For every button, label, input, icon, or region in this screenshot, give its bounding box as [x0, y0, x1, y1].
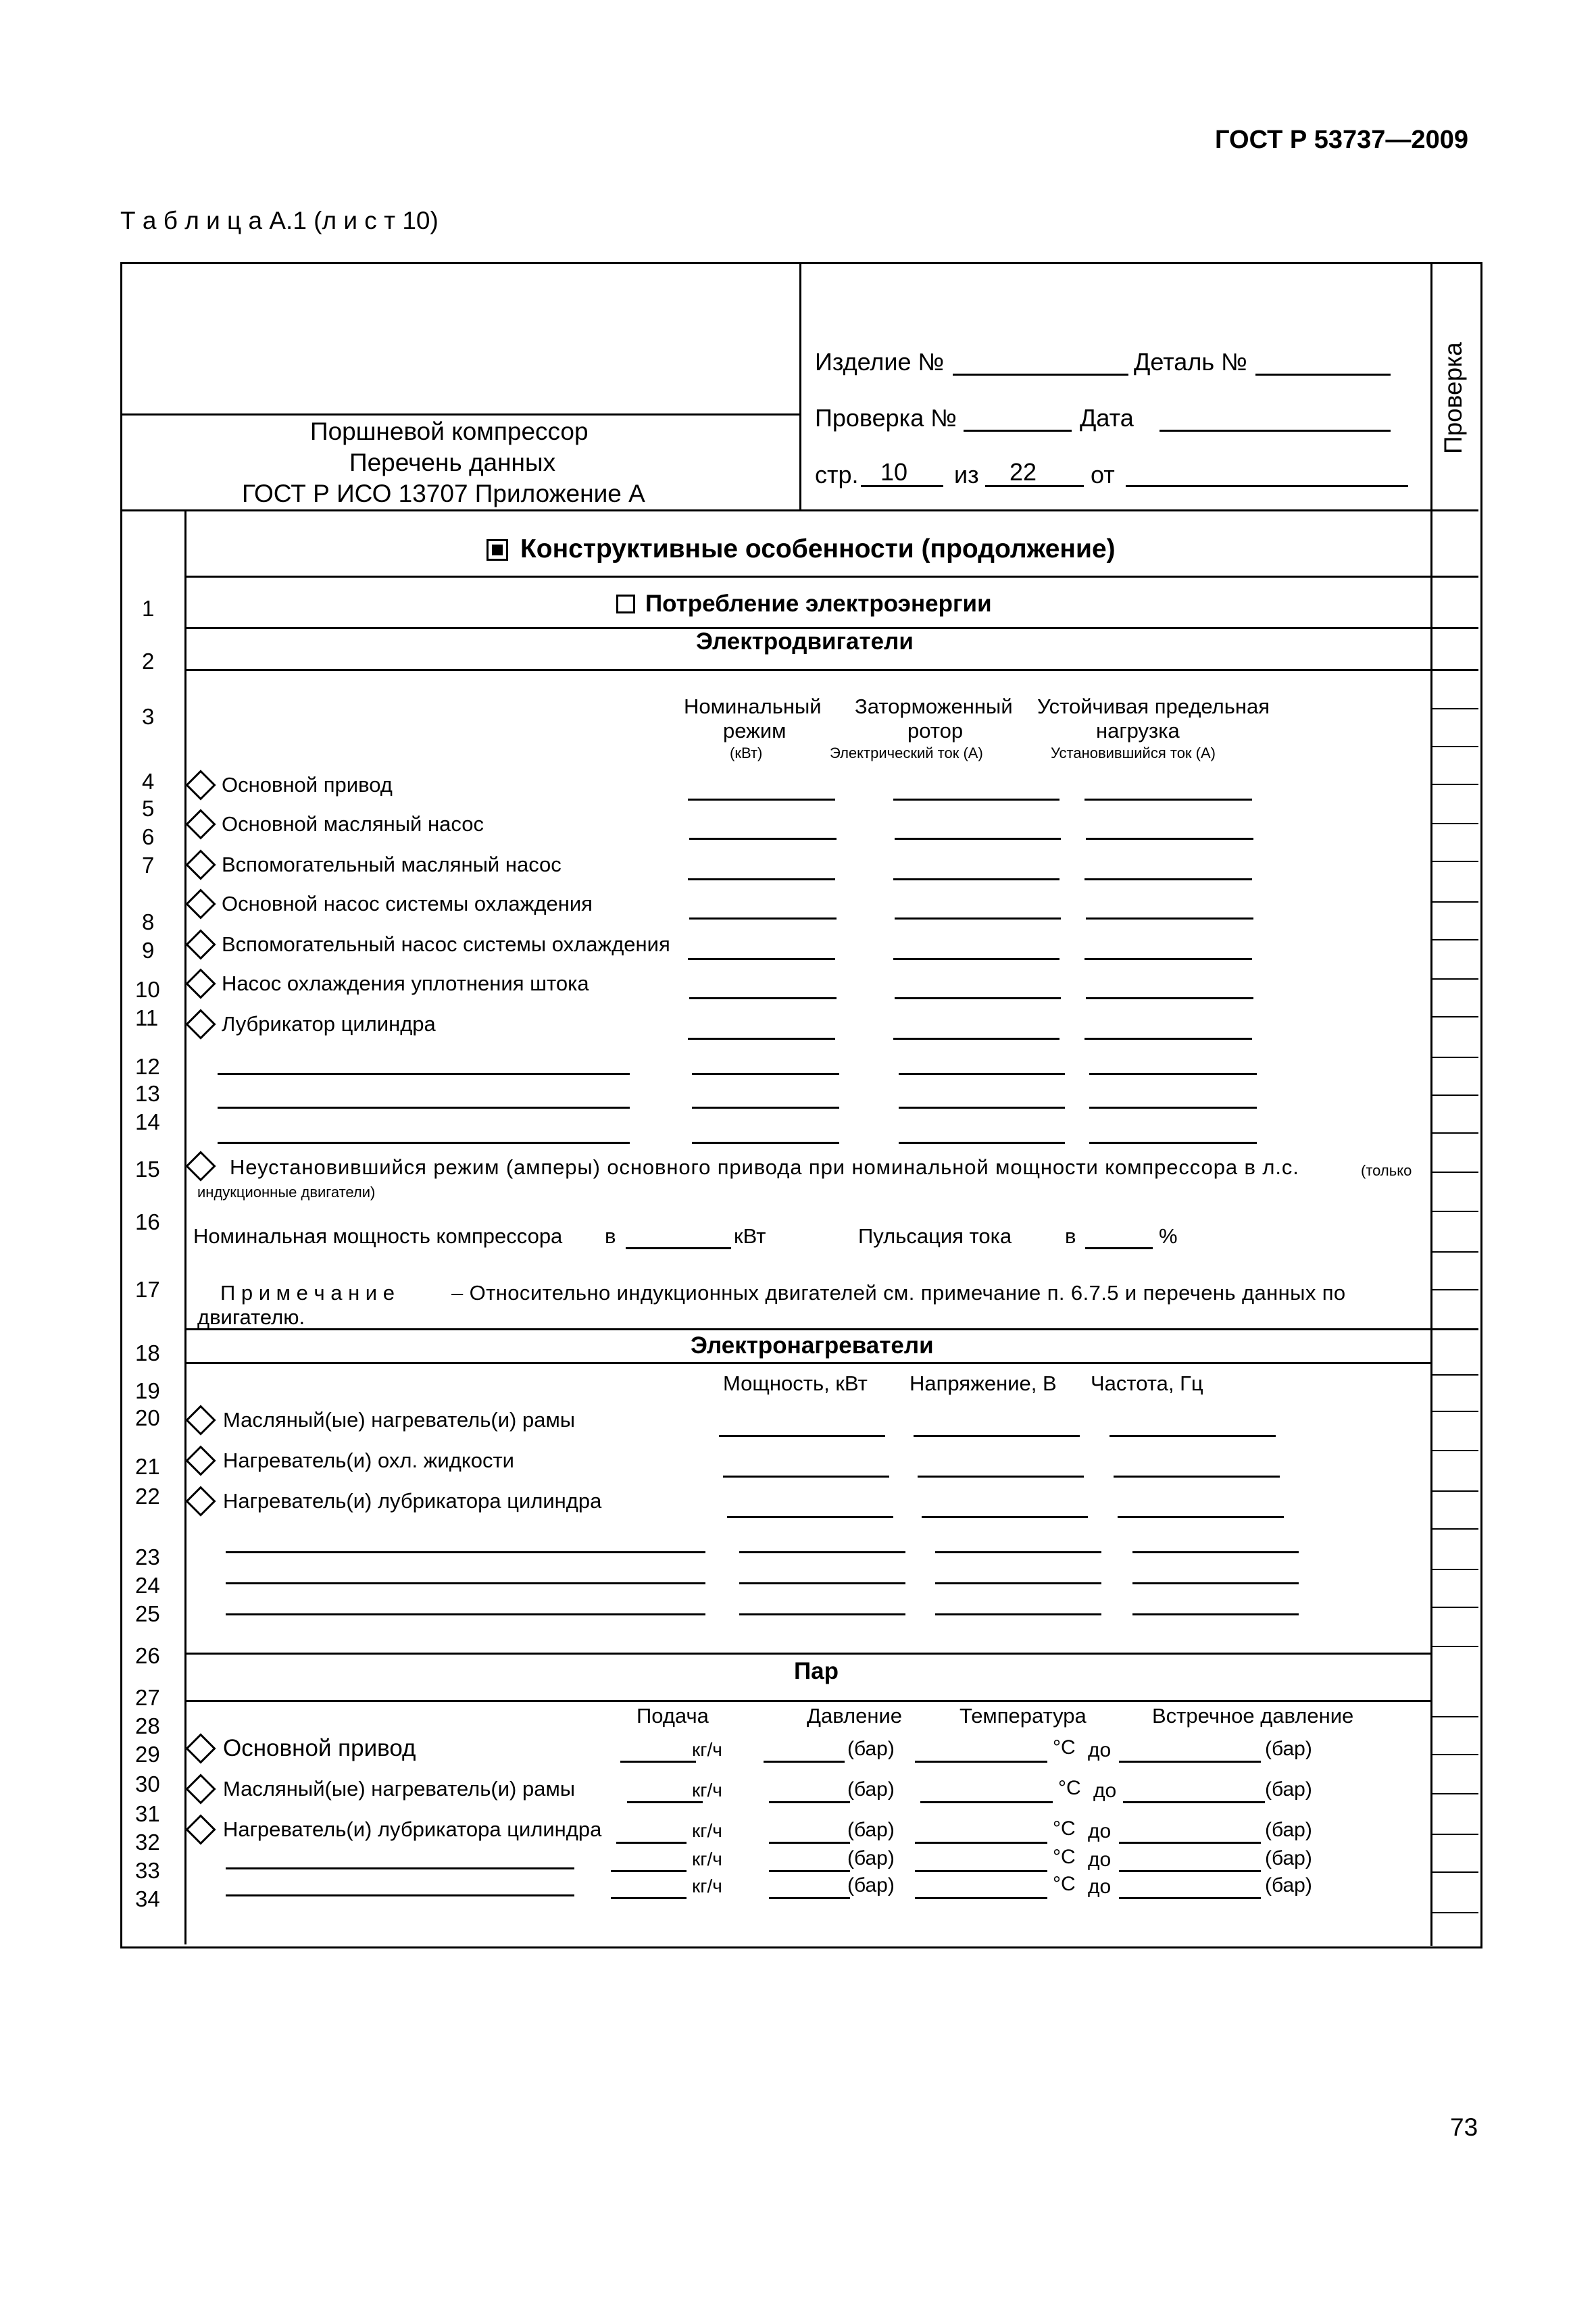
check-cell-line: [1430, 1871, 1478, 1873]
motor-item-label: Вспомогательный масляный насос: [222, 853, 562, 876]
steam-pressure-field[interactable]: [769, 1870, 850, 1872]
steam-backpressure-field[interactable]: [1119, 1761, 1261, 1763]
motor-field[interactable]: [895, 997, 1061, 999]
of-label: из: [954, 461, 979, 488]
heater-field[interactable]: [739, 1613, 905, 1615]
motor-field[interactable]: [1086, 917, 1253, 920]
steam-backpressure-field[interactable]: [1119, 1870, 1261, 1872]
page-number: 73: [1450, 2113, 1478, 2141]
row-number: 15: [135, 1157, 160, 1182]
detail-field[interactable]: [1255, 374, 1391, 376]
steam-temp-field[interactable]: [920, 1801, 1053, 1803]
page-value[interactable]: 10: [880, 458, 908, 486]
motor-item-label: Вспомогательный насос системы охлаждения: [222, 932, 670, 956]
unit-pressure: (бар): [1265, 1738, 1312, 1760]
steam-col2: Давление: [807, 1704, 902, 1728]
motor-field[interactable]: [1084, 1038, 1252, 1040]
date-field[interactable]: [1159, 430, 1391, 432]
row-number: 19: [135, 1378, 160, 1403]
transient-note-2: индукционные двигатели): [197, 1184, 376, 1201]
motor-field[interactable]: [1086, 997, 1253, 999]
motor-col1-l2: режим: [723, 719, 787, 743]
heater-field[interactable]: [1132, 1551, 1299, 1553]
steam-item-label: Нагреватель(и) лубрикатора цилиндра: [223, 1817, 602, 1841]
unit-pressure: (бар): [1265, 1819, 1312, 1841]
to-label: до: [1093, 1780, 1117, 1802]
row-number: 3: [142, 704, 155, 729]
heater-field[interactable]: [723, 1476, 889, 1478]
row-number: 25: [135, 1601, 160, 1626]
row-number: 24: [135, 1573, 160, 1598]
unit-pressure: (бар): [847, 1778, 895, 1801]
steam-pressure-field[interactable]: [764, 1761, 845, 1763]
steam-col3: Температура: [959, 1704, 1087, 1728]
steam-temp-field[interactable]: [915, 1842, 1047, 1844]
motor-col1-unit: (кВт): [730, 745, 763, 761]
unit-pressure: (бар): [1265, 1778, 1312, 1801]
blank-name-field[interactable]: [226, 1894, 574, 1896]
motor-col3-unit: Установившийся ток (А): [1051, 745, 1216, 761]
motor-field[interactable]: [688, 958, 835, 960]
motor-col2-unit: Электрический ток (А): [830, 745, 983, 761]
motor-field[interactable]: [1084, 878, 1252, 880]
heater-field[interactable]: [1118, 1516, 1284, 1518]
steam-col1: Подача: [637, 1704, 709, 1728]
check-cell-line: [1430, 1211, 1478, 1212]
motor-field[interactable]: [1084, 799, 1252, 801]
unit-pressure: (бар): [847, 1738, 895, 1760]
check-cell-line: [1430, 1716, 1478, 1717]
doc-title-2: Перечень данных: [349, 449, 556, 476]
note-text: – Относительно индукционных двигателей см. примечание п. 6.7.5 и перечень данных по: [451, 1281, 1346, 1305]
row-number: 29: [135, 1742, 160, 1767]
check-cell-line: [1430, 1132, 1478, 1134]
heater-col2: Напряжение, В: [909, 1372, 1057, 1395]
motor-field[interactable]: [688, 799, 835, 801]
heaters-title: Электронагреватели: [691, 1332, 934, 1359]
heater-field[interactable]: [739, 1551, 905, 1553]
steam-pressure-field[interactable]: [769, 1842, 850, 1844]
row-number: 9: [142, 938, 155, 963]
pulse-field[interactable]: [1085, 1247, 1153, 1249]
heater-item-label: Масляный(ые) нагреватель(и) рамы: [223, 1408, 576, 1432]
section-checkbox-filled[interactable]: [487, 539, 508, 561]
check-cell-line: [1430, 708, 1478, 709]
motor-field[interactable]: [895, 917, 1061, 920]
motor-field[interactable]: [1089, 1073, 1257, 1075]
check-cell-line: [1430, 784, 1478, 785]
unit-pressure: (бар): [1265, 1847, 1312, 1869]
pulse-label: Пульсация тока: [858, 1224, 1012, 1248]
row-number: 20: [135, 1405, 160, 1430]
row-number: 26: [135, 1643, 160, 1668]
heater-field[interactable]: [935, 1551, 1101, 1553]
unit-flow: кг/ч: [692, 1848, 722, 1869]
motor-field[interactable]: [1084, 958, 1252, 960]
pulse-in: в: [1065, 1224, 1076, 1248]
motor-field[interactable]: [689, 997, 837, 999]
row-number: 4: [142, 769, 155, 794]
to-label: до: [1088, 1820, 1112, 1842]
motor-field[interactable]: [1089, 1107, 1257, 1109]
motor-field[interactable]: [893, 878, 1059, 880]
unit-flow: кг/ч: [692, 1739, 722, 1760]
heater-field[interactable]: [935, 1582, 1101, 1584]
row-number: 28: [135, 1713, 160, 1738]
check-cell-line: [1430, 1289, 1478, 1290]
row-number: 7: [142, 853, 155, 878]
motor-field[interactable]: [688, 878, 835, 880]
steam-temp-field[interactable]: [915, 1897, 1047, 1899]
power-label: Номинальная мощность компрессора: [193, 1224, 563, 1248]
unit-pressure: (бар): [1265, 1874, 1312, 1896]
row-number: 34: [135, 1886, 160, 1911]
blank-name-field[interactable]: [226, 1613, 705, 1615]
steam-flow-field[interactable]: [611, 1897, 687, 1899]
motor-field[interactable]: [893, 1038, 1059, 1040]
row-number: 2: [142, 649, 155, 674]
row-number: 16: [135, 1209, 160, 1234]
row-number: 32: [135, 1830, 160, 1855]
row-number: 6: [142, 824, 155, 849]
unit-flow: кг/ч: [692, 1820, 722, 1841]
steam-flow-field[interactable]: [611, 1870, 687, 1872]
heater-item-label: Нагреватель(и) лубрикатора цилиндра: [223, 1489, 602, 1513]
of-value[interactable]: 22: [1009, 458, 1037, 486]
form-frame: [120, 262, 1482, 1948]
check-cell-line: [1430, 1374, 1478, 1376]
check-cell-line: [1430, 1095, 1478, 1096]
unit-pressure: (бар): [847, 1847, 895, 1869]
blank-name-field[interactable]: [226, 1551, 705, 1553]
check-cell-line: [1430, 746, 1478, 747]
steam-backpressure-field[interactable]: [1123, 1801, 1265, 1803]
motor-field[interactable]: [1089, 1142, 1257, 1144]
item-field[interactable]: [953, 374, 1128, 376]
check-cell-line: [1430, 823, 1478, 824]
row-number: 17: [135, 1277, 160, 1302]
heater-field[interactable]: [1132, 1582, 1299, 1584]
steam-flow-field[interactable]: [616, 1842, 687, 1844]
to-label: до: [1088, 1739, 1112, 1761]
motor-col1-l1: Номинальный: [684, 695, 822, 718]
motor-field[interactable]: [893, 958, 1059, 960]
blank-name-field[interactable]: [218, 1107, 630, 1109]
check-cell-line: [1430, 1450, 1478, 1451]
row-number: 8: [142, 909, 155, 934]
row-number: 27: [135, 1685, 160, 1710]
heater-field[interactable]: [1114, 1476, 1280, 1478]
row-number: 13: [135, 1081, 160, 1106]
check-cell-line: [1430, 1646, 1478, 1647]
unit-temp: °С: [1053, 1846, 1076, 1868]
date-label: Дата: [1080, 404, 1134, 432]
check-cell-line: [1430, 1411, 1478, 1412]
row-number: 33: [135, 1858, 160, 1883]
motor-field[interactable]: [692, 1073, 839, 1075]
heater-field[interactable]: [922, 1516, 1088, 1518]
blank-name-field[interactable]: [226, 1867, 574, 1869]
motor-field[interactable]: [689, 838, 837, 840]
motor-item-label: Насос охлаждения уплотнения штока: [222, 972, 589, 995]
heater-field[interactable]: [914, 1435, 1080, 1437]
row-number: 5: [142, 796, 155, 821]
motor-col3-l2: нагрузка: [1096, 719, 1180, 743]
steam-temp-field[interactable]: [915, 1761, 1047, 1763]
heater-field[interactable]: [727, 1516, 893, 1518]
motor-item-label: Основной насос системы охлаждения: [222, 892, 593, 915]
check-field[interactable]: [964, 430, 1072, 432]
note-prefix: П р и м е ч а н и е: [220, 1281, 395, 1305]
row-number: 21: [135, 1454, 160, 1479]
unit-temp: °С: [1053, 1736, 1076, 1759]
to-label: до: [1088, 1848, 1112, 1871]
check-cell-line: [1430, 901, 1478, 903]
row-number: 11: [135, 1005, 159, 1030]
heater-field[interactable]: [719, 1435, 885, 1437]
check-cell-line: [1430, 1793, 1478, 1794]
steam-flow-field[interactable]: [620, 1761, 696, 1763]
check-cell-line: [1430, 1057, 1478, 1058]
motor-col3-l1: Устойчивая предельная: [1037, 695, 1270, 718]
blank-name-field[interactable]: [218, 1073, 630, 1075]
power-in: в: [605, 1224, 616, 1248]
heater-col1: Мощность, кВт: [723, 1372, 868, 1395]
check-cell-line: [1430, 861, 1478, 862]
check-cell-line: [1430, 1754, 1478, 1755]
steam-pressure-field[interactable]: [769, 1897, 850, 1899]
motor-field[interactable]: [899, 1107, 1065, 1109]
doc-title-3: ГОСТ Р ИСО 13707 Приложение А: [242, 480, 645, 507]
unit-flow: кг/ч: [692, 1780, 722, 1801]
blank-name-field[interactable]: [218, 1142, 630, 1144]
unit-temp: °С: [1053, 1873, 1076, 1895]
steam-backpressure-field[interactable]: [1119, 1842, 1261, 1844]
check-cell-line: [1430, 939, 1478, 940]
row-number: 12: [135, 1054, 160, 1079]
side-check-label: Проверка: [1439, 342, 1467, 454]
heater-col3: Частота, Гц: [1091, 1372, 1203, 1395]
motor-item-label: Лубрикатор цилиндра: [222, 1012, 436, 1036]
motor-item-label: Основной масляный насос: [222, 812, 484, 836]
steam-flow-field[interactable]: [627, 1801, 703, 1803]
check-cell-line: [1430, 1016, 1478, 1017]
row-number: 30: [135, 1771, 160, 1796]
page-label: стр.: [815, 461, 859, 488]
check-label: Проверка №: [815, 404, 957, 432]
steam-col4: Встречное давление: [1152, 1704, 1354, 1728]
standard-number: ГОСТ Р 53737—2009: [1215, 126, 1468, 154]
steam-backpressure-field[interactable]: [1119, 1897, 1261, 1899]
note-text2: двигателю.: [197, 1305, 305, 1329]
motor-col2-l1: Заторможенный: [855, 695, 1013, 718]
heater-field[interactable]: [1109, 1435, 1276, 1437]
unit-flow: кг/ч: [692, 1876, 722, 1896]
check-cell-line: [1430, 1490, 1478, 1492]
power-checkbox[interactable]: [616, 595, 635, 613]
from-field[interactable]: [1126, 485, 1408, 487]
steam-pressure-field[interactable]: [769, 1801, 850, 1803]
heater-field[interactable]: [739, 1582, 905, 1584]
unit-pressure: (бар): [847, 1874, 895, 1896]
check-cell-line: [1430, 1528, 1478, 1530]
check-cell-line: [1430, 1607, 1478, 1608]
from-label: от: [1091, 461, 1115, 488]
motor-field[interactable]: [692, 1142, 839, 1144]
row-number: 1: [142, 596, 155, 621]
heater-field[interactable]: [1132, 1613, 1299, 1615]
row-number: 18: [135, 1340, 160, 1365]
heater-field[interactable]: [918, 1476, 1084, 1478]
steam-title: Пар: [794, 1658, 839, 1684]
blank-name-field[interactable]: [226, 1582, 705, 1584]
row-number: 22: [135, 1484, 160, 1509]
steam-item-label: Основной привод: [223, 1735, 416, 1761]
row-number: 10: [135, 977, 160, 1002]
motor-field[interactable]: [689, 917, 837, 920]
motor-field[interactable]: [899, 1073, 1065, 1075]
steam-item-label: Масляный(ые) нагреватель(и) рамы: [223, 1777, 576, 1801]
power-unit: кВт: [734, 1224, 766, 1248]
to-label: до: [1088, 1876, 1112, 1898]
heater-field[interactable]: [935, 1613, 1101, 1615]
check-cell-line: [1430, 978, 1478, 980]
check-cell-line: [1430, 1251, 1478, 1253]
row-number: 31: [135, 1801, 160, 1826]
steam-temp-field[interactable]: [915, 1870, 1047, 1872]
check-cell-line: [1430, 1569, 1478, 1570]
motor-field[interactable]: [895, 838, 1061, 840]
power-field[interactable]: [626, 1247, 731, 1249]
unit-pressure: (бар): [847, 1819, 895, 1841]
pulse-unit: %: [1159, 1224, 1178, 1248]
motor-col2-l2: ротор: [907, 719, 964, 743]
check-cell-line: [1430, 1912, 1478, 1913]
detail-label: Деталь №: [1134, 348, 1247, 376]
motor-field[interactable]: [688, 1038, 835, 1040]
motor-field[interactable]: [899, 1142, 1065, 1144]
check-cell-line: [1430, 1834, 1478, 1835]
power-title: Потребление электроэнергии: [645, 590, 992, 617]
motor-field[interactable]: [893, 799, 1059, 801]
row-number: 14: [135, 1109, 160, 1134]
motor-item-label: Основной привод: [222, 773, 393, 797]
heater-item-label: Нагреватель(и) охл. жидкости: [223, 1449, 514, 1472]
unit-temp: °С: [1053, 1817, 1076, 1840]
transient-text: Неустановившийся режим (амперы) основного привода при номинальной мощности компрессора в л.с.: [230, 1155, 1299, 1179]
table-caption: Т а б л и ц а А.1 (л и с т 10): [120, 207, 439, 234]
doc-title-1: Поршневой компрессор: [310, 418, 589, 445]
section-title: Конструктивные особенности (продолжение): [520, 534, 1116, 563]
motor-field[interactable]: [692, 1107, 839, 1109]
motors-title: Электродвигатели: [696, 628, 914, 655]
transient-note-1: (только: [1361, 1162, 1412, 1179]
item-label: Изделие №: [815, 348, 945, 376]
check-cell-line: [1430, 1172, 1478, 1173]
motor-field[interactable]: [1086, 838, 1253, 840]
row-number: 23: [135, 1544, 160, 1569]
unit-temp: °С: [1058, 1777, 1081, 1799]
